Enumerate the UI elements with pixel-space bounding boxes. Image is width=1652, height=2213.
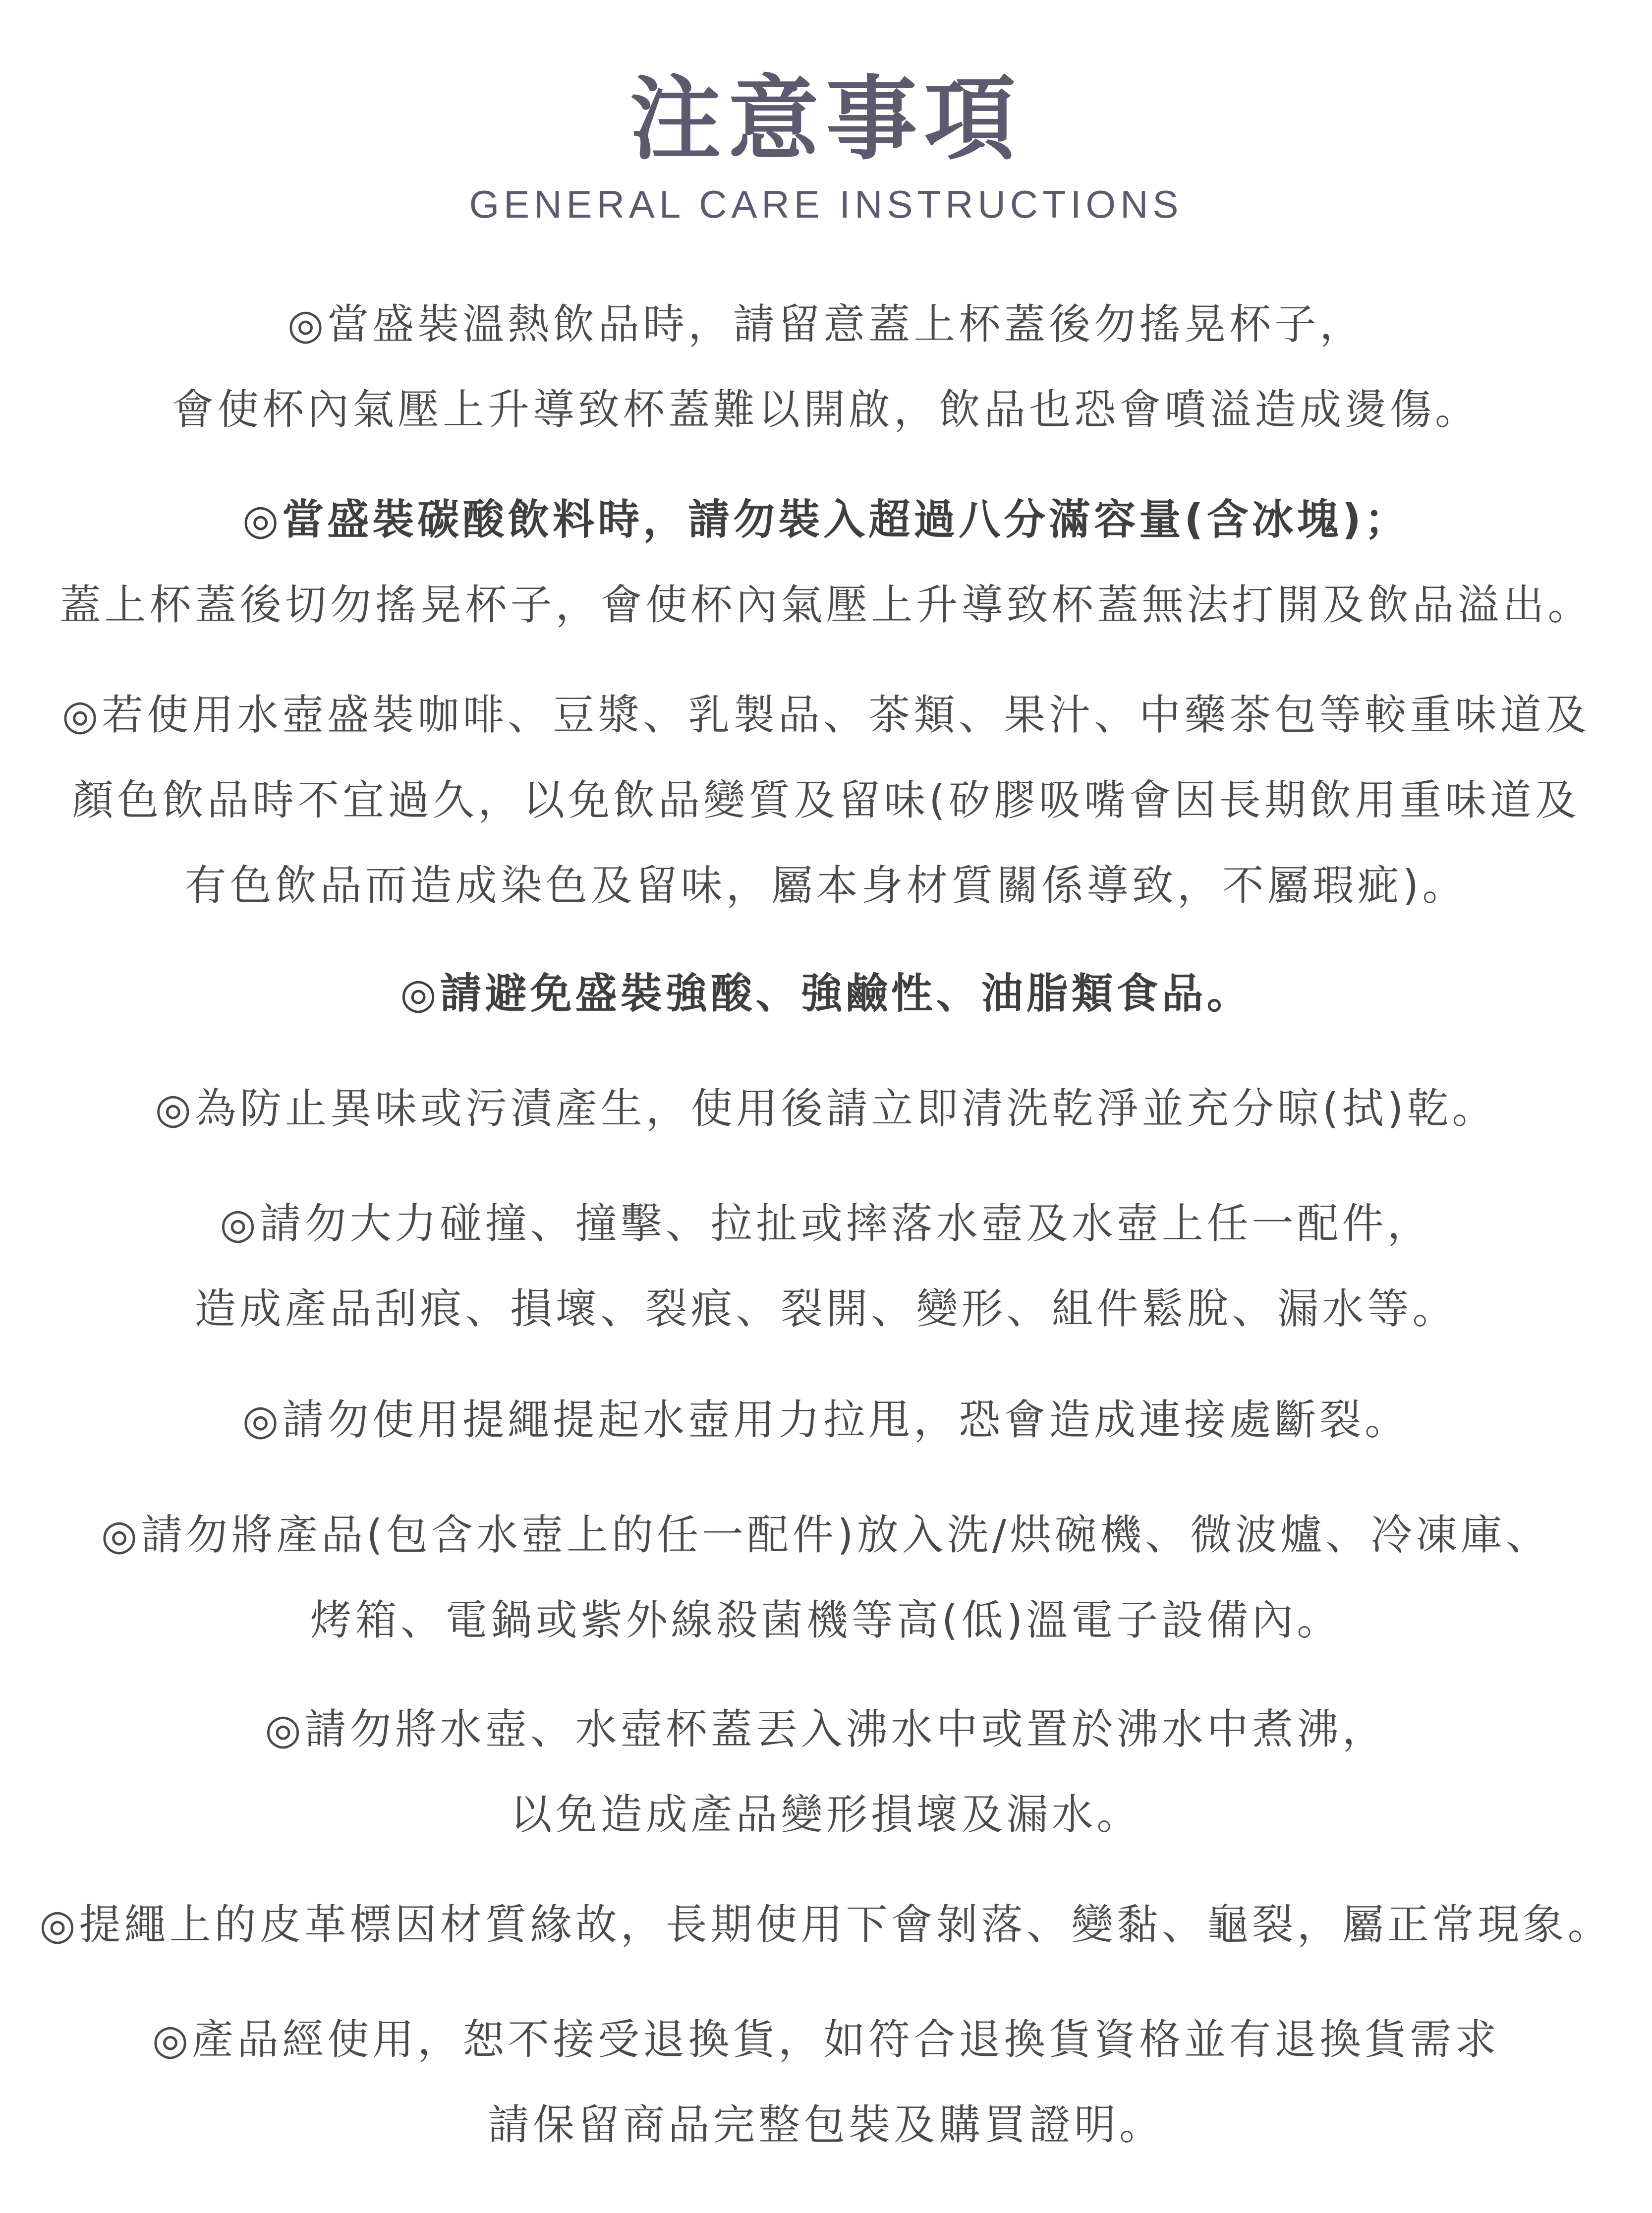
instruction-boiling xyxy=(30,1687,1622,1857)
instruction-line: ◎提繩上的皮革標因材質緣故，長期使用下會剝落、變黏、龜裂，屬正常現象。 xyxy=(39,1900,1613,1949)
instruction-line: 請保留商品完整包裝及購買證明。 xyxy=(487,2100,1164,2149)
instruction-line: 烤箱、電鍋或紫外線殺菌機等高(低)溫電子設備內。 xyxy=(310,1596,1342,1644)
instruction-line: ◎請勿將產品(包含水壺上的任一配件)放入洗/烘碗機、微波爐、冷凍庫、 xyxy=(101,1511,1551,1559)
instruction-appliances xyxy=(30,1492,1622,1663)
instruction-hot-drinks xyxy=(30,282,1622,452)
instruction-impact xyxy=(30,1181,1622,1351)
instruction-line: ◎請避免盛裝強酸、強鹼性、油脂類食品。 xyxy=(400,969,1252,1018)
instruction-line: ◎請勿使用提繩提起水壺用力拉甩，恐會造成連接處斷裂。 xyxy=(242,1396,1410,1444)
instruction-returns xyxy=(30,1997,1622,2167)
instruction-line: 蓋上杯蓋後切勿搖晃杯子，會使杯內氣壓上升導致杯蓋無法打開及飲品溢出。 xyxy=(59,581,1593,629)
instruction-line: ◎當盛裝溫熱飲品時，請留意蓋上杯蓋後勿搖晃杯子， xyxy=(287,300,1365,349)
instruction-line: 有色飲品而造成染色及留味，屬本身材質關係導致，不屬瑕疵)。 xyxy=(184,861,1468,910)
instruction-line: 以免造成產品變形損壞及漏水。 xyxy=(510,1790,1142,1839)
instruction-line: ◎產品經使用，恕不接受退換貨，如符合退換貨資格並有退換貨需求 xyxy=(152,2015,1500,2064)
instruction-strong-flavors xyxy=(30,672,1622,928)
instruction-line: ◎請勿將水壺、水壺杯蓋丟入沸水中或置於沸水中煮沸， xyxy=(265,1705,1387,1753)
instruction-line: 造成產品刮痕、損壞、裂痕、裂開、變形、組件鬆脫、漏水等。 xyxy=(194,1284,1458,1333)
instruction-cleaning xyxy=(30,1066,1622,1151)
instruction-line: ◎為防止異味或污漬產生，使用後請立即清洗乾淨並充分晾(拭)乾。 xyxy=(155,1084,1497,1133)
instruction-strap xyxy=(30,1377,1622,1462)
instruction-line: ◎若使用水壺盛裝咖啡、豆漿、乳製品、茶類、果汁、中藥茶包等較重味道及 xyxy=(61,691,1591,739)
instruction-line: 會使杯內氣壓上升導致杯蓋難以開啟，飲品也恐會噴溢造成燙傷。 xyxy=(171,385,1480,434)
page-title: 注意事項 xyxy=(629,65,1023,173)
page-subtitle: GENERAL CARE INSTRUCTIONS xyxy=(469,182,1183,226)
instruction-line: ◎請勿大力碰撞、撞擊、拉扯或摔落水壺及水壺上任一配件， xyxy=(220,1199,1432,1248)
instruction-acid-alkaline xyxy=(30,951,1622,1036)
instruction-line: ◎當盛裝碳酸飲料時，請勿裝入超過八分滿容量(含冰塊)； xyxy=(242,495,1410,544)
instruction-leather-tag xyxy=(30,1882,1622,1967)
instruction-carbonated-drinks xyxy=(30,477,1622,647)
instruction-line: 顏色飲品時不宜過久，以免飲品變質及留味(矽膠吸嘴會因長期飲用重味道及 xyxy=(72,776,1580,824)
